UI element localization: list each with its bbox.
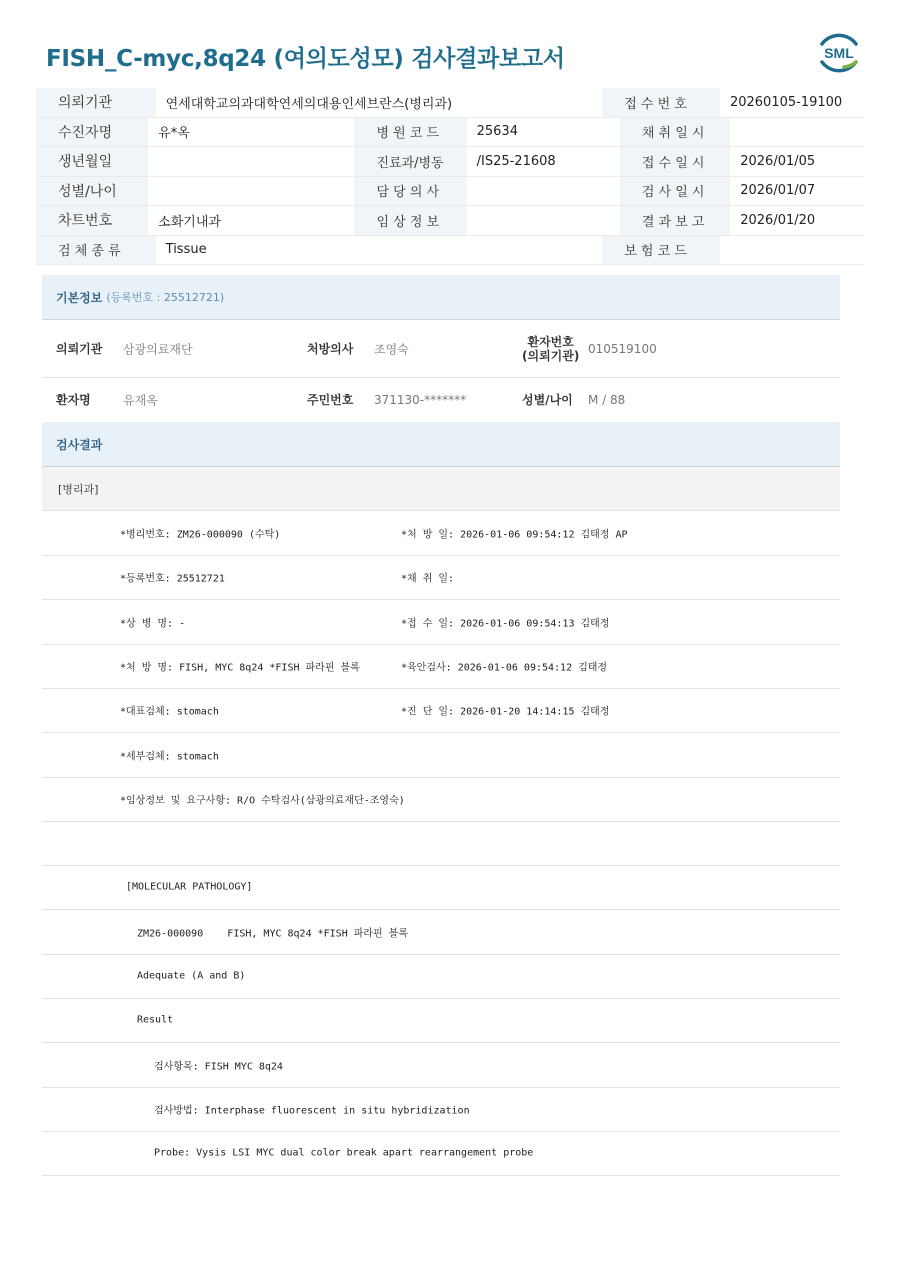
info-label: 담 당 의 사 xyxy=(354,177,466,206)
result-right-field: *접 수 일: 2026-01-06 09:54:13 김태정 xyxy=(401,618,610,630)
result-left-field: *처 방 명: FISH, MYC 8q24 *FISH 파라핀 블록 xyxy=(120,662,360,674)
result-line xyxy=(42,998,840,1043)
result-row xyxy=(42,600,840,645)
result-line-text: [MOLECULAR PATHOLOGY] xyxy=(126,881,253,893)
patient-number-sublabel: (의뢰기관) xyxy=(522,348,580,363)
basic-label: 의뢰기관 xyxy=(56,341,103,356)
basic-info-title: 기본정보 xyxy=(56,290,103,305)
basic-label: 성별/나이 xyxy=(522,392,573,407)
result-line-text: Adequate (A and B) xyxy=(137,970,246,982)
logo-text: SML xyxy=(824,45,854,61)
result-right-field: *처 방 일: 2026-01-06 09:54:12 김태정 AP xyxy=(401,529,628,541)
result-left-field: *상 병 명: - xyxy=(120,618,186,630)
info-row xyxy=(36,206,864,236)
info-label: 병 원 코 드 xyxy=(354,118,466,147)
department-header: [병리과] xyxy=(42,467,840,511)
result-row xyxy=(42,777,840,822)
info-row xyxy=(36,88,864,118)
info-label: 검 사 일 시 xyxy=(620,177,730,206)
info-row xyxy=(36,177,864,207)
basic-value: 유재옥 xyxy=(123,393,158,407)
info-value: /IS25-21608 xyxy=(476,153,556,169)
result-line-text: 검사방법: Interphase fluorescent in situ hybridization xyxy=(154,1105,470,1117)
result-row xyxy=(42,733,840,778)
info-row xyxy=(36,147,864,177)
basic-label: 환자명 xyxy=(56,392,91,407)
info-label: 차트번호 xyxy=(36,206,148,235)
basic-info-header xyxy=(42,275,840,320)
result-row xyxy=(42,644,840,689)
info-label: 의뢰기관 xyxy=(36,88,156,117)
result-row xyxy=(42,511,840,556)
info-label: 결 과 보 고 xyxy=(620,206,730,235)
result-line xyxy=(42,910,840,955)
result-left-field: *세부검체: stomach xyxy=(120,751,219,762)
basic-label: 주민번호 xyxy=(307,392,354,407)
info-label: 채 취 일 시 xyxy=(620,118,730,147)
info-value xyxy=(720,236,864,265)
info-value: 유*옥 xyxy=(158,126,190,142)
basic-label: 처방의사 xyxy=(307,341,354,356)
info-label: 보 험 코 드 xyxy=(602,236,720,265)
result-line-text: Probe: Vysis LSI MYC dual color break apart rearrangement probe xyxy=(154,1147,534,1159)
info-value: 2026/01/07 xyxy=(740,183,816,199)
result-line-text: Result xyxy=(137,1014,174,1026)
result-line xyxy=(42,865,840,910)
info-value: 25634 xyxy=(476,124,518,140)
info-label: 생년월일 xyxy=(36,147,148,176)
info-value xyxy=(148,147,354,176)
info-label: 진료과/병동 xyxy=(354,147,466,176)
info-label: 검 체 종 류 xyxy=(36,236,156,265)
info-value xyxy=(467,206,620,235)
results-title: 검사결과 xyxy=(56,437,103,452)
basic-label xyxy=(522,335,579,363)
info-label: 임 상 정 보 xyxy=(354,206,466,235)
result-left-field: *등록번호: 25512721 xyxy=(120,573,225,585)
info-value: 2026/01/05 xyxy=(740,153,816,169)
info-value xyxy=(148,177,354,206)
result-line xyxy=(42,954,840,999)
result-line xyxy=(42,1043,840,1088)
result-line xyxy=(42,1087,840,1132)
info-value: 20260105-19100 xyxy=(729,94,843,110)
result-right-field: *진 단 일: 2026-01-20 14:14:15 김태정 xyxy=(401,706,610,718)
result-row xyxy=(42,821,840,866)
result-left-field: *대표검체: stomach xyxy=(120,706,219,718)
basic-info-row xyxy=(42,377,840,423)
info-value: 소화기내과 xyxy=(158,214,221,230)
info-value: 연세대학교의과대학연세의대용인세브란스(병리과) xyxy=(165,96,453,112)
basic-value: 삼광의료재단 xyxy=(123,342,193,356)
result-line xyxy=(42,1131,840,1176)
results-header xyxy=(42,422,840,467)
info-value: Tissue xyxy=(165,242,207,258)
info-row xyxy=(36,236,864,266)
registration-number-note: (등록번호 : 25512721) xyxy=(106,291,225,304)
info-label: 수진자명 xyxy=(36,118,148,147)
info-label: 성별/나이 xyxy=(36,177,148,206)
info-label: 접 수 번 호 xyxy=(602,88,720,117)
basic-value: 010519100 xyxy=(588,341,657,356)
sml-logo xyxy=(814,30,864,76)
basic-value: M / 88 xyxy=(588,392,626,407)
info-value xyxy=(730,118,864,147)
info-row xyxy=(36,118,864,148)
result-line-text: ZM26-000090 FISH, MYC 8q24 *FISH 파라핀 블록 xyxy=(137,928,409,940)
info-label: 접 수 일 시 xyxy=(620,147,730,176)
result-row xyxy=(42,688,840,733)
report-title: FISH_C-myc,8q24 (여의도성모) 검사결과보고서 xyxy=(46,46,565,72)
basic-info-row xyxy=(42,320,840,378)
result-left-field: *임상정보 및 요구사항: R/O 수탁검사(삼광의료재단-조영숙) xyxy=(120,795,405,807)
info-value: 2026/01/20 xyxy=(740,212,816,228)
result-row xyxy=(42,555,840,600)
info-value xyxy=(467,177,620,206)
result-right-field: *채 취 일: xyxy=(401,573,455,585)
basic-value: 조영숙 xyxy=(374,342,409,356)
patient-number-label: 환자번호 xyxy=(527,334,574,349)
result-line-text: 검사항목: FISH MYC 8q24 xyxy=(154,1061,283,1073)
result-right-field: *육안검사: 2026-01-06 09:54:12 김태정 xyxy=(401,662,608,674)
result-left-field: *병리번호: ZM26-000090 (수탁) xyxy=(120,529,281,541)
basic-value: 371130-******* xyxy=(374,392,467,407)
header-info-table xyxy=(36,88,864,265)
